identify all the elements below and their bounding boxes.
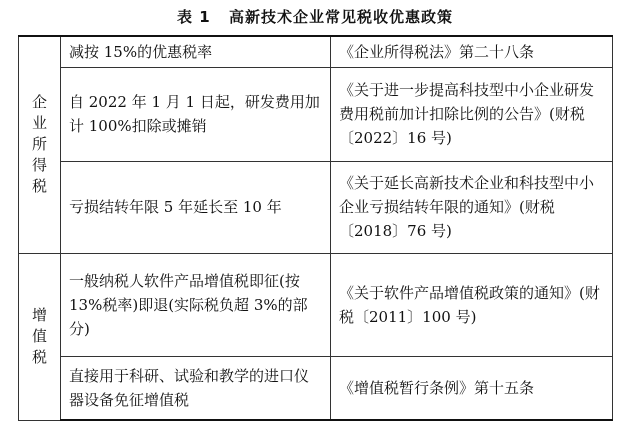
category-cell — [19, 253, 61, 420]
policy-cell: 自 2022 年 1 月 1 日起，研发费用加计 100%扣除或摊销 — [61, 67, 331, 161]
table-number: 表 1 — [177, 8, 211, 26]
table-row — [19, 253, 613, 356]
basis-cell: 《关于软件产品增值税政策的通知》(财税〔2011〕100 号) — [331, 253, 613, 356]
policy-cell: 减按 15%的优惠税率 — [61, 36, 331, 67]
policy-cell: 直接用于科研、试验和教学的进口仪器设备免征增值税 — [61, 356, 331, 420]
basis-cell: 《企业所得税法》第二十八条 — [331, 36, 613, 67]
table-row — [19, 67, 613, 161]
category-label: 增值税 — [32, 306, 48, 366]
basis-cell: 《增值税暂行条例》第十五条 — [331, 356, 613, 420]
basis-cell: 《关于延长高新技术企业和科技型中小企业亏损结转年限的通知》(财税〔2018〕76 号) — [331, 161, 613, 253]
table-row — [19, 161, 613, 253]
category-label: 企业所得税 — [32, 93, 48, 196]
table-caption — [0, 0, 630, 34]
policy-cell: 一般纳税人软件产品增值税即征(按 13%税率)即退(实际税负超 3%的部分) — [61, 253, 331, 356]
tax-policy-table — [18, 35, 613, 421]
category-cell — [19, 36, 61, 253]
table-row — [19, 36, 613, 67]
table-row — [19, 356, 613, 420]
basis-cell: 《关于进一步提高科技型中小企业研发费用税前加计扣除比例的公告》(财税〔2022〕16 号) — [331, 67, 613, 161]
policy-cell: 亏损结转年限 5 年延长至 10 年 — [61, 161, 331, 253]
table-title: 高新技术企业常见税收优惠政策 — [228, 8, 453, 26]
